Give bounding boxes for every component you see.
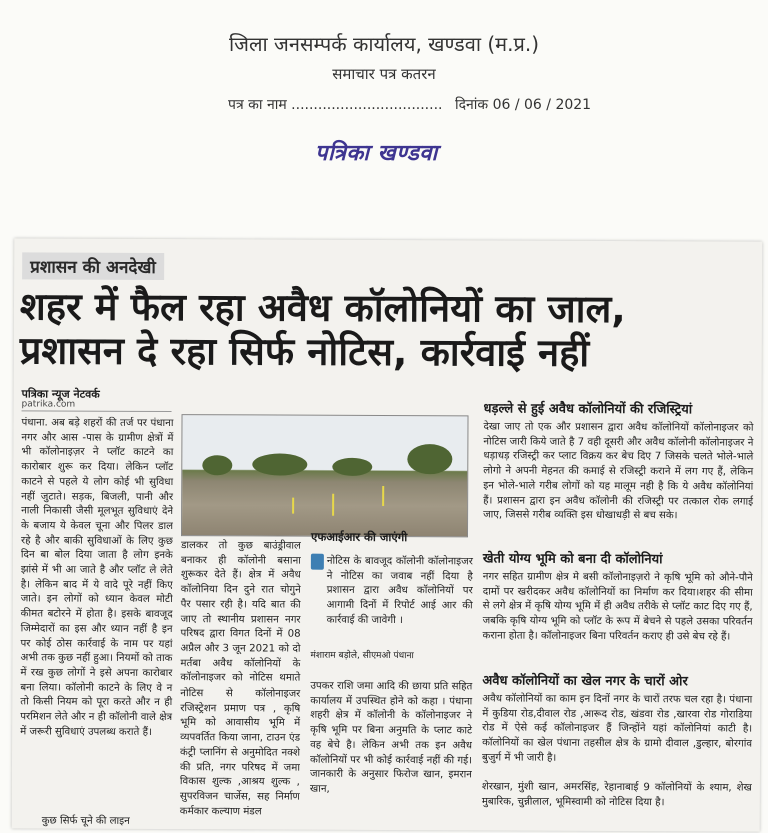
- byline-site: patrika.com: [21, 399, 76, 410]
- column-1-text: पंधाना. अब बड़े शहरों की तर्ज पर पंधाना नगर और आस -पास के ग्रामीण क्षेत्रों में भी कॉलोनाइज़र ने प्लॉट काटने का कारोबार शुरू कर दिया। लेकिन प्लॉट काटने से पहले ये लोग कोई भी सुविधा नहीं जुटाते। सड़क, बिजली, पानी और नाली निकासी जैसी मूलभूत सुविधाएं देने के बजाय ये केवल चूना और पिलर डाल रहे है और बाकी सुविधाओं के लिए कुछ दिन बा बोल दिया जाता है लोग इनके झांसे में भी आ जाते है और प्लॉट ले लेते है। लेकिन बाद में ये वादे पूरे नहीं किए जाते। इन लोगों को ध्यान केवल मोटी कीमत बटोरने में होता है। इसके बावजूद जिम्मेदारों का इस और ध्यान नहीं है इन पर कोई ठोस कार्रवाई के नाम पर यहां अभी तक कुछ नहीं हुआ। नियमों को ताक में रख कुछ लोगों ने इसे अपना कारोबार बना लिया। कॉलोनी काटने के लिए वे न तो किसी नियम को पूरा करते और न ही परमिशन लेते और न ही कॉलोनी वाले क्षेत्र में जरूरी सुविधाएं उपलब्ध कराते हैं।: [20, 417, 174, 738]
- column-3-text: उपकर राशि जमा आदि की छाया प्रति सहित कार्यालय में उपस्थित होने को कहा । पंधाना शहरी क्षेत्र में कॉलोनी के कॉलोनाइजर ने कृषि भूमि पर बिना अनुमति के प्लाट काटे वह बेचे है। लेकिन अभी तक इन अवैध कॉलोनियों पर भी कोई कार्रवाई नहीं की गई। जानकारी के अनुसार फिरोज खान, इमरान खान,: [309, 680, 473, 795]
- farmland-text: नगर सहित ग्रामीण क्षेत्र मे बसी कॉलोनाइज़रो ने कृषि भूमि को औने-पौने दामों पर खरीदकर अवैध कॉलोनियों का निर्माण कर दिया।शहर की सीमा से लगे क्षेत्र में कृषि योग्य भूमि में ही अवैध तरीके से प्लॉट काट दिए गए हैं, जबकि कृषि योग्य भूमि को प्लॉट के रूप में बेचने से पहले उसका परिवर्तन कराना होता है। कॉलोनाइजर बिना परिवर्तन कराए ही उसे बेच रहे हैं।: [482, 571, 753, 643]
- colony-game-text: अवैध कॉलोनियों का काम इन दिनों नगर के चारों तरफ चल रहा है। पंधाना में कुडिया रोड,दीवाल रोड ,आरूद रोड, खंडवा रोड ,खारवा रोड गोराडिया रोड में ऐसे कई कॉलोनाइजर हैं जिन्होंने यहां कॉलोनियां काटी है। कॉलोनियों का खेल पंधाना तहसील क्षेत्र के ग्रामो दीवाल ,डुल्हार, बोरगांव बुजुर्ग में भी जारी है।: [482, 693, 753, 764]
- divider: [22, 410, 172, 412]
- paper-name-label: पत्र का नाम ..................................: [228, 97, 443, 113]
- column-2: [180, 539, 301, 685]
- quote-attribution: मंशाराम बड़ोले, सीएमओ पंधाना: [310, 650, 414, 662]
- clipping-subtitle: समाचार पत्र कतरन: [332, 65, 436, 83]
- subhead-colony-game: अवैध कॉलोनियों का खेल नगर के चारों ओर: [482, 673, 688, 690]
- article-headline: [20, 284, 760, 375]
- date-label: दिनांक 06 / 06 / 2021: [454, 97, 592, 113]
- headline-line-1: शहर में फैल रहा अवैध कॉलोनियों का जाल,: [19, 284, 626, 332]
- quote-icon: [311, 554, 324, 570]
- names-text: शेरखान, मुंशी खान, अमरसिंह, रेहानाबाई 9 कॉलोनियों के श्याम, शेख मुबारिक, चुन्नीलाल, भूमिस्वामी को नोटिस दिया है।: [481, 781, 752, 808]
- subhead-registry: धड़ल्ले से हुई अवैध कॉलोनियों की रजिस्ट्रियां: [483, 401, 693, 418]
- office-title: जिला जनसम्पर्क कार्यालय, खण्डवा (म.प्र.): [228, 32, 540, 56]
- article-kicker: प्रशासन की अनदेखी: [22, 252, 164, 280]
- fir-text: नोटिस के बावजूद कॉलोनी कॉलोनाइजर ने नोटिस का जवाब नहीं दिया है प्रशासन द्वारा अवैध कॉलोनियों पर आगामी दिनों में रिपोर्ट आई आर की कार्रवाई की जावेगी ।: [326, 555, 473, 626]
- column-3: [310, 680, 473, 826]
- byline: पत्रिका न्यूज नेटवर्क: [21, 387, 100, 401]
- headline-line-2: प्रशासन दे रहा सिर्फ नोटिस, कार्रवाई नहीं: [19, 328, 590, 375]
- newspaper-masthead: पत्रिका खण्डवा: [315, 141, 438, 166]
- column-1-end: कुछ सिर्फ चूने की लाइन: [41, 815, 130, 827]
- column-2-text: डालकर तो कुछ बाउंड्रीवाल बनाकर ही कॉलोनी बसाना शुरूकर देते हैं। क्षेत्र में अवैध कॉलोनिया दिन दुने रात चोगुने पैर पसार रही है। यदि बात की जाए तो स्थानीय प्रशासन नगर परिषद द्वारा विगत दिनों में 08 अप्रैल और 3 जून 2021 को दो मर्तबा अवैध कॉलोनियों के कॉलोनाइजर को नोटिस थमाते: [180, 540, 301, 684]
- column-1: [20, 416, 174, 815]
- subhead-farmland: खेती योग्य भूमि को बना दी कॉलोनियां: [482, 551, 663, 568]
- paper-date-line: [228, 95, 591, 114]
- registry-text: देखा जाए तो एक और प्रशासन द्वारा अवैध कॉलोनियों कॉलोनाइजर को नोटिस जारी किये जाते है 7 वही दूसरी और अवैध कॉलोनी कॉलोनाइजर ने धड़ाधड़ रजिस्ट्री कर प्लाट विक्रय कर बेच दिए 7 जिसके चलते भोले-भाले लोगो ने अपनी मेहनत की कमाई से रजिस्ट्री कराने में लग गए हैं, लेकिन इन भोले-भाले गरीब लोगों को यह मालूम नही है कि ये अवैध कॉलोनियां हैं। प्रशासन द्वारा इन अवैध कॉलोनी की रजिस्ट्री पर तत्काल रोक लगाई जाए, जिससे गरीब व्यक्ति इस धोखाधड़ी से बच सके।: [483, 421, 754, 522]
- news-clipping: [12, 238, 763, 831]
- column-2b-text: नोटिस से कॉलोनाइजर रजिस्ट्रेशन प्रमाण पत्र , कृषि भूमि को आवासीय भूमि में व्यपवर्तित किया जाना, टाउन एंड कंट्री प्लानिंग से अनुमोदित नक्शे की प्रति, नगर परिषद में जमा विकास शुल्क ,आश्रय शुल्क , सुपरविजन चार्जेस, सह निर्माण कर्मकार कल्याण मंडल: [179, 688, 301, 818]
- article-photo: [181, 414, 469, 537]
- fir-heading: एफआईआर की जाएंगी: [310, 529, 408, 545]
- column-2b: [180, 687, 301, 828]
